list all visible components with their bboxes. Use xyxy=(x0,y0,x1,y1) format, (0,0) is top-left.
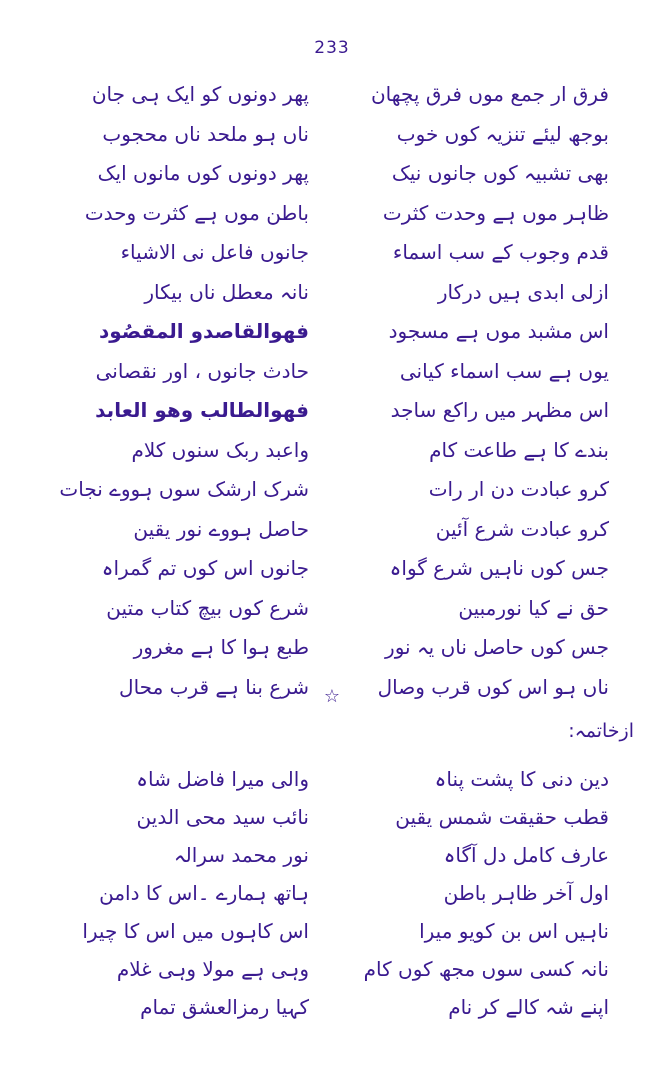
section2-left-column xyxy=(39,760,309,1026)
verse-line: والی میرا فاضل شاہ xyxy=(136,767,309,791)
verse-line: نانہ معطل ناں بیکار xyxy=(144,279,309,304)
verse-line-arabic-phrase: فھوالقاصدو المقصُود xyxy=(98,319,309,343)
verse-line: بندے کا ہے طاعت کام xyxy=(429,437,609,462)
verse-line: اس مظہر میں راکع ساجد xyxy=(390,398,609,422)
verse-line: فرق ار جمع موں فرق پچھان xyxy=(370,82,609,106)
verse-line: نانہ کسی سوں مجھ کوں کام xyxy=(363,957,609,981)
verse-line: اس کاہوں میں اس کا چیرا xyxy=(82,919,309,943)
verse-line: ہاتھ ہمارے ۔اس کا دامن xyxy=(99,881,309,905)
verse-line: پھر دونوں کوں مانوں ایک xyxy=(97,161,309,185)
verse-line: پھر دونوں کو ایک ہی جان xyxy=(91,82,309,106)
verse-line: باطن موں ہے کثرت وحدت xyxy=(84,200,309,225)
verse-line: بھی تشبیہ کوں جانوں نیک xyxy=(391,161,609,185)
verse-line: کہیا رمزالعشق تمام xyxy=(140,995,309,1019)
verse-line: شرع کوں بیچ کتاب متین xyxy=(106,595,309,620)
verse-line: شرع بنا ہے قرب محال xyxy=(119,674,309,699)
verse-line: بوجھ لیئے تنزیہ کوں خوب xyxy=(396,121,609,146)
verse-line: ناہیں اس بن کویو میرا xyxy=(419,919,609,943)
verse-line: ظاہر موں ہے وحدت کثرت xyxy=(382,200,609,225)
verse-line: حاصل ہووے نور یقین xyxy=(133,516,309,541)
verse-line: نائب سید محی الدین xyxy=(136,805,309,829)
verse-line: دین دنی کا پشت پناہ xyxy=(434,767,609,791)
verse-line: شرک ارشک سوں ہووے نجات xyxy=(59,477,309,501)
verse-line: اول آخر ظاہر باطن xyxy=(443,881,609,905)
page-number: 233 xyxy=(314,38,350,58)
verse-line: اپنے شہ کالے کر نام xyxy=(448,995,609,1019)
section1-left-column xyxy=(39,75,309,707)
verse-line: عارف کامل دل آگاہ xyxy=(443,843,609,867)
verse-line: حق نے کیا نورمبین xyxy=(458,595,609,620)
verse-line: ناں ہو ملحد ناں محجوب xyxy=(102,121,309,146)
verse-line-arabic-phrase: فھوالطالب وھو العابد xyxy=(95,398,309,422)
verse-line: کرو عبادت شرع آئین xyxy=(435,516,609,541)
verse-line: وہی ہے مولا وہی غلام xyxy=(116,957,309,981)
verse-line: حادث جانوں ، اور نقصانی xyxy=(95,358,309,383)
verse-line: کرو عبادت دن ار رات xyxy=(428,477,609,501)
verse-line: یوں ہے سب اسماء کیانی xyxy=(399,358,609,383)
verse-line: نور محمد سرالہ xyxy=(173,843,309,867)
verse-line: اس مشبد موں ہے مسجود xyxy=(388,319,609,343)
section2-right-column xyxy=(339,760,609,1026)
star-divider-icon: ☆ xyxy=(323,686,341,707)
verse-line: واعبد ربک سنوں کلام xyxy=(131,437,309,462)
verse-line: جانوں اس کوں تم گمراہ xyxy=(101,556,309,580)
verse-line: ازلی ابدی ہیں درکار xyxy=(437,279,609,304)
section-heading: ازخاتمہ: xyxy=(568,720,634,742)
verse-line: ناں ہو اس کوں قرب وصال xyxy=(377,674,609,699)
verse-line: قطب حقیقت شمس یقین xyxy=(395,805,609,829)
verse-line: جس کوں ناہیں شرع گواہ xyxy=(389,556,609,580)
verse-line: جس کوں حاصل ناں یہ نور xyxy=(385,635,609,659)
verse-line: جانوں فاعل نی الاشیاء xyxy=(120,240,309,264)
verse-line: قدم وجوب کے سب اسماء xyxy=(392,240,609,264)
verse-line: طبع ہوا کا ہے مغرور xyxy=(133,635,309,659)
section1-right-column xyxy=(339,75,609,707)
